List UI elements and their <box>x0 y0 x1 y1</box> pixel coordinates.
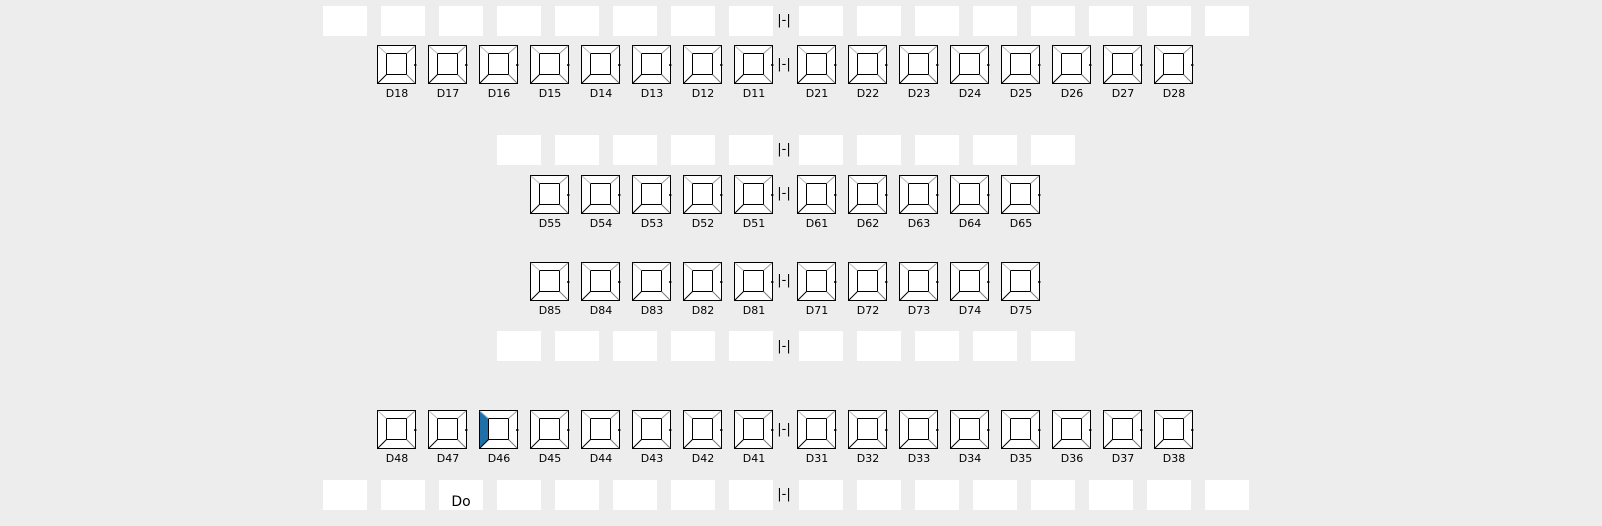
tooth-d26-occlusal-surface[interactable] <box>1062 54 1082 75</box>
tooth-d22[interactable] <box>848 45 888 85</box>
tooth-label-d17: D17 <box>436 87 460 100</box>
tooth-label-d16: D16 <box>487 87 511 100</box>
tooth-d27-occlusal-surface[interactable] <box>1113 54 1133 75</box>
tooth-label-d84: D84 <box>589 304 613 317</box>
tooth-d18[interactable] <box>377 45 417 85</box>
tooth-d47-occlusal-surface[interactable] <box>438 419 458 440</box>
lower-note-field-8[interactable] <box>729 480 773 510</box>
tooth-d74[interactable] <box>950 262 990 302</box>
lower-note-field-16[interactable] <box>1205 480 1249 510</box>
tooth-d52-occlusal-surface[interactable] <box>693 184 713 205</box>
tooth-d12-occlusal-surface[interactable] <box>693 54 713 75</box>
lower-note-field-1[interactable] <box>323 480 367 510</box>
lower-primary-note-field-1[interactable] <box>497 331 541 361</box>
tooth-label-d23: D23 <box>907 87 931 100</box>
upper-note-field-4[interactable] <box>497 6 541 36</box>
tooth-d48-occlusal-surface[interactable] <box>387 419 407 440</box>
tooth-d32-occlusal-surface[interactable] <box>858 419 878 440</box>
tooth-d52[interactable] <box>683 175 723 215</box>
tooth-d82[interactable] <box>683 262 723 302</box>
upper-note-field-10[interactable] <box>857 6 901 36</box>
tooth-d61-occlusal-surface[interactable] <box>807 184 827 205</box>
tooth-d43[interactable] <box>632 410 672 450</box>
tooth-d51[interactable] <box>734 175 774 215</box>
tooth-label-d13: D13 <box>640 87 664 100</box>
lower-primary-note-field-5[interactable] <box>729 331 773 361</box>
tooth-d17[interactable] <box>428 45 468 85</box>
tooth-label-d33: D33 <box>907 452 931 465</box>
tooth-label-d22: D22 <box>856 87 880 100</box>
tooth-d44[interactable] <box>581 410 621 450</box>
tooth-label-d63: D63 <box>907 217 931 230</box>
tooth-d54[interactable] <box>581 175 621 215</box>
tooth-d81[interactable] <box>734 262 774 302</box>
tooth-label-d62: D62 <box>856 217 880 230</box>
upper-note-field-11[interactable] <box>915 6 959 36</box>
tooth-d15-occlusal-surface[interactable] <box>540 54 560 75</box>
tooth-d36[interactable] <box>1052 410 1092 450</box>
tooth-label-d82: D82 <box>691 304 715 317</box>
upper-primary-note-field-7[interactable] <box>857 135 901 165</box>
tooth-d83[interactable] <box>632 262 672 302</box>
tooth-d45-occlusal-surface[interactable] <box>540 419 560 440</box>
upper-note-field-1[interactable] <box>323 6 367 36</box>
lower-primary-note-field-3[interactable] <box>613 331 657 361</box>
tooth-d32[interactable] <box>848 410 888 450</box>
midline-marker-upper-primary-fields: |-| <box>777 142 791 157</box>
tooth-d46-occlusal-surface[interactable] <box>489 419 509 440</box>
upper-note-field-8[interactable] <box>729 6 773 36</box>
upper-primary-note-field-6[interactable] <box>799 135 843 165</box>
upper-note-field-2[interactable] <box>381 6 425 36</box>
tooth-label-d85: D85 <box>538 304 562 317</box>
lower-note-field-12[interactable] <box>973 480 1017 510</box>
tooth-d74-occlusal-surface[interactable] <box>960 271 980 292</box>
tooth-label-d35: D35 <box>1009 452 1033 465</box>
tooth-d65-occlusal-surface[interactable] <box>1011 184 1031 205</box>
tooth-d17-occlusal-surface[interactable] <box>438 54 458 75</box>
upper-primary-note-field-4[interactable] <box>671 135 715 165</box>
tooth-d51-occlusal-surface[interactable] <box>744 184 764 205</box>
tooth-d38-occlusal-surface[interactable] <box>1164 419 1184 440</box>
upper-note-field-12[interactable] <box>973 6 1017 36</box>
tooth-d13-occlusal-surface[interactable] <box>642 54 662 75</box>
tooth-d13[interactable] <box>632 45 672 85</box>
lower-primary-note-field-8[interactable] <box>915 331 959 361</box>
tooth-d82-occlusal-surface[interactable] <box>693 271 713 292</box>
tooth-label-d51: D51 <box>742 217 766 230</box>
tooth-label-d15: D15 <box>538 87 562 100</box>
upper-primary-note-field-1[interactable] <box>497 135 541 165</box>
upper-primary-note-field-2[interactable] <box>555 135 599 165</box>
tooth-label-d64: D64 <box>958 217 982 230</box>
upper-primary-note-field-5[interactable] <box>729 135 773 165</box>
lower-note-field-3-text: Do <box>451 494 471 510</box>
upper-primary-note-field-9[interactable] <box>973 135 1017 165</box>
tooth-label-d44: D44 <box>589 452 613 465</box>
lower-note-field-14[interactable] <box>1089 480 1133 510</box>
tooth-d75-occlusal-surface[interactable] <box>1011 271 1031 292</box>
tooth-d23-occlusal-surface[interactable] <box>909 54 929 75</box>
midline-marker-lower-primary: |-| <box>777 273 791 288</box>
upper-note-field-13[interactable] <box>1031 6 1075 36</box>
tooth-d71[interactable] <box>797 262 837 302</box>
tooth-label-d46: D46 <box>487 452 511 465</box>
tooth-label-d12: D12 <box>691 87 715 100</box>
tooth-d25-occlusal-surface[interactable] <box>1011 54 1031 75</box>
tooth-label-d81: D81 <box>742 304 766 317</box>
lower-note-field-7[interactable] <box>671 480 715 510</box>
tooth-d14-occlusal-surface[interactable] <box>591 54 611 75</box>
tooth-d22-occlusal-surface[interactable] <box>858 54 878 75</box>
tooth-d12[interactable] <box>683 45 723 85</box>
tooth-label-d61: D61 <box>805 217 829 230</box>
tooth-d15[interactable] <box>530 45 570 85</box>
tooth-d75[interactable] <box>1001 262 1041 302</box>
tooth-d16[interactable] <box>479 45 519 85</box>
tooth-d11-occlusal-surface[interactable] <box>744 54 764 75</box>
tooth-d44-occlusal-surface[interactable] <box>591 419 611 440</box>
midline-marker-lower-fields: |-| <box>777 487 791 502</box>
tooth-d63-occlusal-surface[interactable] <box>909 184 929 205</box>
tooth-d73[interactable] <box>899 262 939 302</box>
tooth-d72[interactable] <box>848 262 888 302</box>
lower-primary-note-field-7[interactable] <box>857 331 901 361</box>
tooth-d31[interactable] <box>797 410 837 450</box>
tooth-d72-occlusal-surface[interactable] <box>858 271 878 292</box>
tooth-d34[interactable] <box>950 410 990 450</box>
tooth-label-d48: D48 <box>385 452 409 465</box>
tooth-d21-occlusal-surface[interactable] <box>807 54 827 75</box>
tooth-d48[interactable] <box>377 410 417 450</box>
upper-note-field-3[interactable] <box>439 6 483 36</box>
upper-primary-note-field-10[interactable] <box>1031 135 1075 165</box>
lower-note-field-2[interactable] <box>381 480 425 510</box>
tooth-d31-occlusal-surface[interactable] <box>807 419 827 440</box>
tooth-label-d25: D25 <box>1009 87 1033 100</box>
tooth-label-d41: D41 <box>742 452 766 465</box>
tooth-label-d65: D65 <box>1009 217 1033 230</box>
lower-primary-note-field-4[interactable] <box>671 331 715 361</box>
tooth-d83-occlusal-surface[interactable] <box>642 271 662 292</box>
tooth-d18-occlusal-surface[interactable] <box>387 54 407 75</box>
midline-marker-upper-permanent: |-| <box>777 57 791 72</box>
tooth-d28-occlusal-surface[interactable] <box>1164 54 1184 75</box>
lower-note-field-15[interactable] <box>1147 480 1191 510</box>
lower-note-field-13[interactable] <box>1031 480 1075 510</box>
upper-note-field-6[interactable] <box>613 6 657 36</box>
upper-note-field-14[interactable] <box>1089 6 1133 36</box>
tooth-d73-occlusal-surface[interactable] <box>909 271 929 292</box>
tooth-d85-occlusal-surface[interactable] <box>540 271 560 292</box>
tooth-label-d28: D28 <box>1162 87 1186 100</box>
lower-note-field-11[interactable] <box>915 480 959 510</box>
tooth-label-d42: D42 <box>691 452 715 465</box>
tooth-d53-occlusal-surface[interactable] <box>642 184 662 205</box>
tooth-label-d27: D27 <box>1111 87 1135 100</box>
upper-note-field-9[interactable] <box>799 6 843 36</box>
tooth-d65[interactable] <box>1001 175 1041 215</box>
tooth-d43-occlusal-surface[interactable] <box>642 419 662 440</box>
tooth-d14[interactable] <box>581 45 621 85</box>
tooth-d45[interactable] <box>530 410 570 450</box>
tooth-d24[interactable] <box>950 45 990 85</box>
tooth-d85[interactable] <box>530 262 570 302</box>
lower-note-field-5[interactable] <box>555 480 599 510</box>
tooth-d41-occlusal-surface[interactable] <box>744 419 764 440</box>
tooth-label-d55: D55 <box>538 217 562 230</box>
tooth-d61[interactable] <box>797 175 837 215</box>
lower-primary-note-field-2[interactable] <box>555 331 599 361</box>
tooth-d41[interactable] <box>734 410 774 450</box>
tooth-label-d31: D31 <box>805 452 829 465</box>
tooth-label-d47: D47 <box>436 452 460 465</box>
tooth-label-d36: D36 <box>1060 452 1084 465</box>
lower-note-field-6[interactable] <box>613 480 657 510</box>
tooth-label-d34: D34 <box>958 452 982 465</box>
tooth-d46[interactable] <box>479 410 519 450</box>
lower-primary-note-field-10[interactable] <box>1031 331 1075 361</box>
tooth-d54-occlusal-surface[interactable] <box>591 184 611 205</box>
tooth-d64-occlusal-surface[interactable] <box>960 184 980 205</box>
upper-primary-note-field-8[interactable] <box>915 135 959 165</box>
tooth-d35[interactable] <box>1001 410 1041 450</box>
tooth-d35-occlusal-surface[interactable] <box>1011 419 1031 440</box>
tooth-d33[interactable] <box>899 410 939 450</box>
tooth-label-d54: D54 <box>589 217 613 230</box>
tooth-d81-occlusal-surface[interactable] <box>744 271 764 292</box>
tooth-d42-occlusal-surface[interactable] <box>693 419 713 440</box>
tooth-label-d53: D53 <box>640 217 664 230</box>
tooth-d28[interactable] <box>1154 45 1194 85</box>
tooth-label-d38: D38 <box>1162 452 1186 465</box>
tooth-d38[interactable] <box>1154 410 1194 450</box>
lower-note-field-3[interactable] <box>439 480 483 510</box>
tooth-label-d26: D26 <box>1060 87 1084 100</box>
tooth-d27[interactable] <box>1103 45 1143 85</box>
tooth-d53[interactable] <box>632 175 672 215</box>
tooth-label-d37: D37 <box>1111 452 1135 465</box>
midline-marker-upper-fields: |-| <box>777 13 791 28</box>
tooth-label-d74: D74 <box>958 304 982 317</box>
tooth-d55[interactable] <box>530 175 570 215</box>
tooth-d16-occlusal-surface[interactable] <box>489 54 509 75</box>
tooth-label-d11: D11 <box>742 87 766 100</box>
lower-primary-note-field-9[interactable] <box>973 331 1017 361</box>
tooth-label-d14: D14 <box>589 87 613 100</box>
tooth-label-d72: D72 <box>856 304 880 317</box>
tooth-d26[interactable] <box>1052 45 1092 85</box>
tooth-d62-occlusal-surface[interactable] <box>858 184 878 205</box>
tooth-d33-occlusal-surface[interactable] <box>909 419 929 440</box>
tooth-d23[interactable] <box>899 45 939 85</box>
midline-marker-upper-primary: |-| <box>777 186 791 201</box>
upper-note-field-5[interactable] <box>555 6 599 36</box>
upper-note-field-7[interactable] <box>671 6 715 36</box>
tooth-d34-occlusal-surface[interactable] <box>960 419 980 440</box>
tooth-label-d18: D18 <box>385 87 409 100</box>
lower-note-field-10[interactable] <box>857 480 901 510</box>
tooth-d36-occlusal-surface[interactable] <box>1062 419 1082 440</box>
tooth-label-d32: D32 <box>856 452 880 465</box>
tooth-label-d73: D73 <box>907 304 931 317</box>
tooth-d25[interactable] <box>1001 45 1041 85</box>
upper-note-field-16[interactable] <box>1205 6 1249 36</box>
tooth-d37[interactable] <box>1103 410 1143 450</box>
tooth-d64[interactable] <box>950 175 990 215</box>
tooth-d84[interactable] <box>581 262 621 302</box>
lower-note-field-4[interactable] <box>497 480 541 510</box>
tooth-d55-occlusal-surface[interactable] <box>540 184 560 205</box>
tooth-label-d24: D24 <box>958 87 982 100</box>
tooth-d24-occlusal-surface[interactable] <box>960 54 980 75</box>
tooth-d84-occlusal-surface[interactable] <box>591 271 611 292</box>
lower-note-field-9[interactable] <box>799 480 843 510</box>
tooth-d11[interactable] <box>734 45 774 85</box>
tooth-label-d21: D21 <box>805 87 829 100</box>
tooth-d42[interactable] <box>683 410 723 450</box>
tooth-d63[interactable] <box>899 175 939 215</box>
upper-note-field-15[interactable] <box>1147 6 1191 36</box>
tooth-label-d83: D83 <box>640 304 664 317</box>
tooth-label-d75: D75 <box>1009 304 1033 317</box>
tooth-d62[interactable] <box>848 175 888 215</box>
tooth-d47[interactable] <box>428 410 468 450</box>
tooth-d37-occlusal-surface[interactable] <box>1113 419 1133 440</box>
tooth-d71-occlusal-surface[interactable] <box>807 271 827 292</box>
upper-primary-note-field-3[interactable] <box>613 135 657 165</box>
tooth-label-d71: D71 <box>805 304 829 317</box>
midline-marker-lower-primary-fields: |-| <box>777 339 791 354</box>
tooth-d21[interactable] <box>797 45 837 85</box>
midline-marker-lower-permanent: |-| <box>777 422 791 437</box>
tooth-label-d52: D52 <box>691 217 715 230</box>
tooth-label-d45: D45 <box>538 452 562 465</box>
lower-primary-note-field-6[interactable] <box>799 331 843 361</box>
tooth-label-d43: D43 <box>640 452 664 465</box>
